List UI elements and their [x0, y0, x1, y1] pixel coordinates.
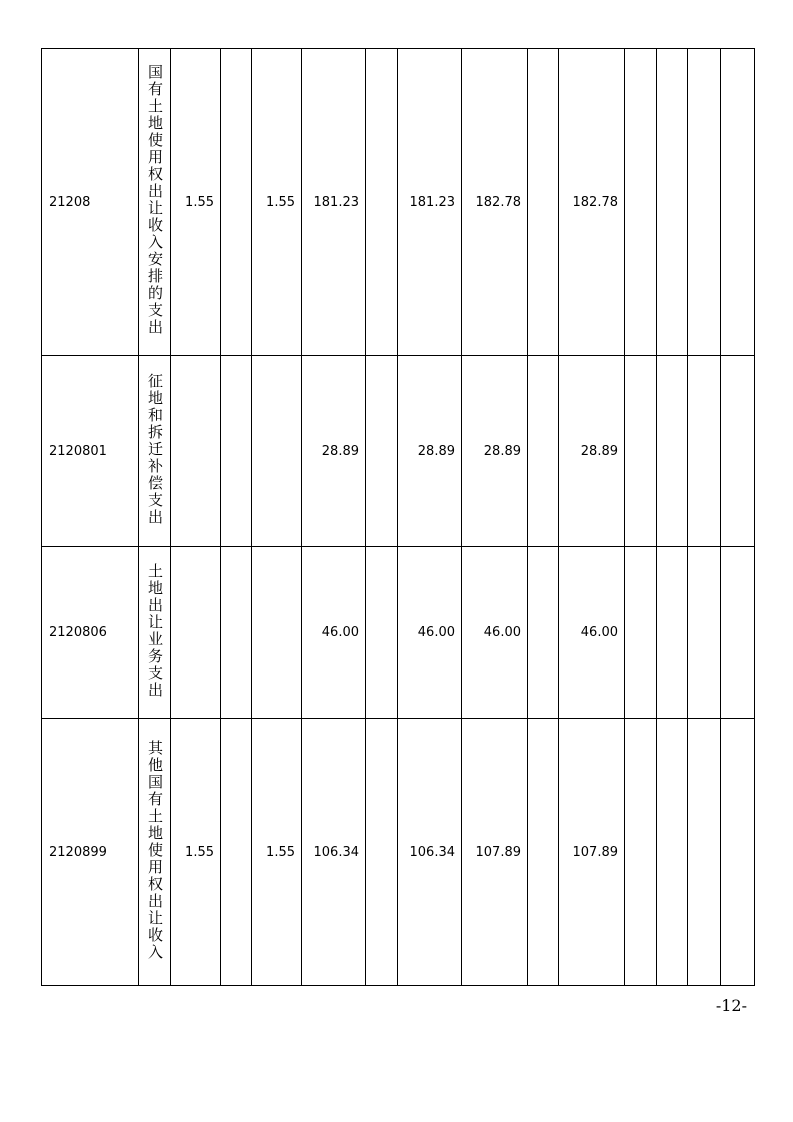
row-code: 2120806: [42, 547, 139, 719]
cell-value: 181.23: [302, 49, 366, 356]
cell-value: [252, 547, 302, 719]
cell-value: [252, 356, 302, 547]
cell-value: [528, 49, 559, 356]
cell-value: [625, 356, 657, 547]
cell-value: [721, 719, 755, 986]
cell-value: [688, 356, 721, 547]
cell-value: [366, 356, 398, 547]
cell-value: [688, 719, 721, 986]
cell-value: [657, 49, 688, 356]
cell-value: 1.55: [252, 719, 302, 986]
cell-value: [171, 547, 221, 719]
cell-value: [221, 547, 252, 719]
cell-value: [171, 356, 221, 547]
cell-value: 1.55: [252, 49, 302, 356]
cell-value: 28.89: [302, 356, 366, 547]
cell-value: 1.55: [171, 49, 221, 356]
cell-value: [221, 719, 252, 986]
cell-value: 182.78: [559, 49, 625, 356]
cell-value: [221, 49, 252, 356]
table-row: [42, 49, 755, 356]
row-code: 21208: [42, 49, 139, 356]
cell-value: 107.89: [462, 719, 528, 986]
cell-value: 28.89: [462, 356, 528, 547]
cell-value: 46.00: [559, 547, 625, 719]
cell-value: [625, 547, 657, 719]
cell-value: [366, 547, 398, 719]
table-row: [42, 719, 755, 986]
cell-value: [528, 547, 559, 719]
cell-value: [721, 547, 755, 719]
cell-value: [528, 356, 559, 547]
row-code: 2120899: [42, 719, 139, 986]
cell-value: 46.00: [398, 547, 462, 719]
cell-value: 28.89: [398, 356, 462, 547]
row-name: 征地和拆迁补偿支出: [146, 372, 164, 526]
cell-value: 181.23: [398, 49, 462, 356]
table-row: [42, 547, 755, 719]
row-name: 土地出让业务支出: [146, 562, 164, 699]
cell-value: [688, 49, 721, 356]
cell-value: 46.00: [462, 547, 528, 719]
cell-value: 106.34: [302, 719, 366, 986]
cell-value: [625, 49, 657, 356]
cell-value: [528, 719, 559, 986]
cell-value: [657, 547, 688, 719]
cell-value: 182.78: [462, 49, 528, 356]
cell-value: [366, 719, 398, 986]
cell-value: [657, 719, 688, 986]
cell-value: 1.55: [171, 719, 221, 986]
cell-value: [366, 49, 398, 356]
row-code: 2120801: [42, 356, 139, 547]
cell-value: 106.34: [398, 719, 462, 986]
cell-value: [721, 49, 755, 356]
page-number: -12-: [715, 996, 747, 1015]
budget-table: [41, 48, 755, 986]
cell-value: 28.89: [559, 356, 625, 547]
cell-value: [688, 547, 721, 719]
cell-value: 107.89: [559, 719, 625, 986]
cell-value: [625, 719, 657, 986]
row-name: 其他国有土地使用权出让收入: [146, 739, 164, 961]
row-name: 国有土地使用权出让收入安排的支出: [146, 64, 164, 336]
table-row: [42, 356, 755, 547]
cell-value: 46.00: [302, 547, 366, 719]
cell-value: [221, 356, 252, 547]
cell-value: [657, 356, 688, 547]
cell-value: [721, 356, 755, 547]
